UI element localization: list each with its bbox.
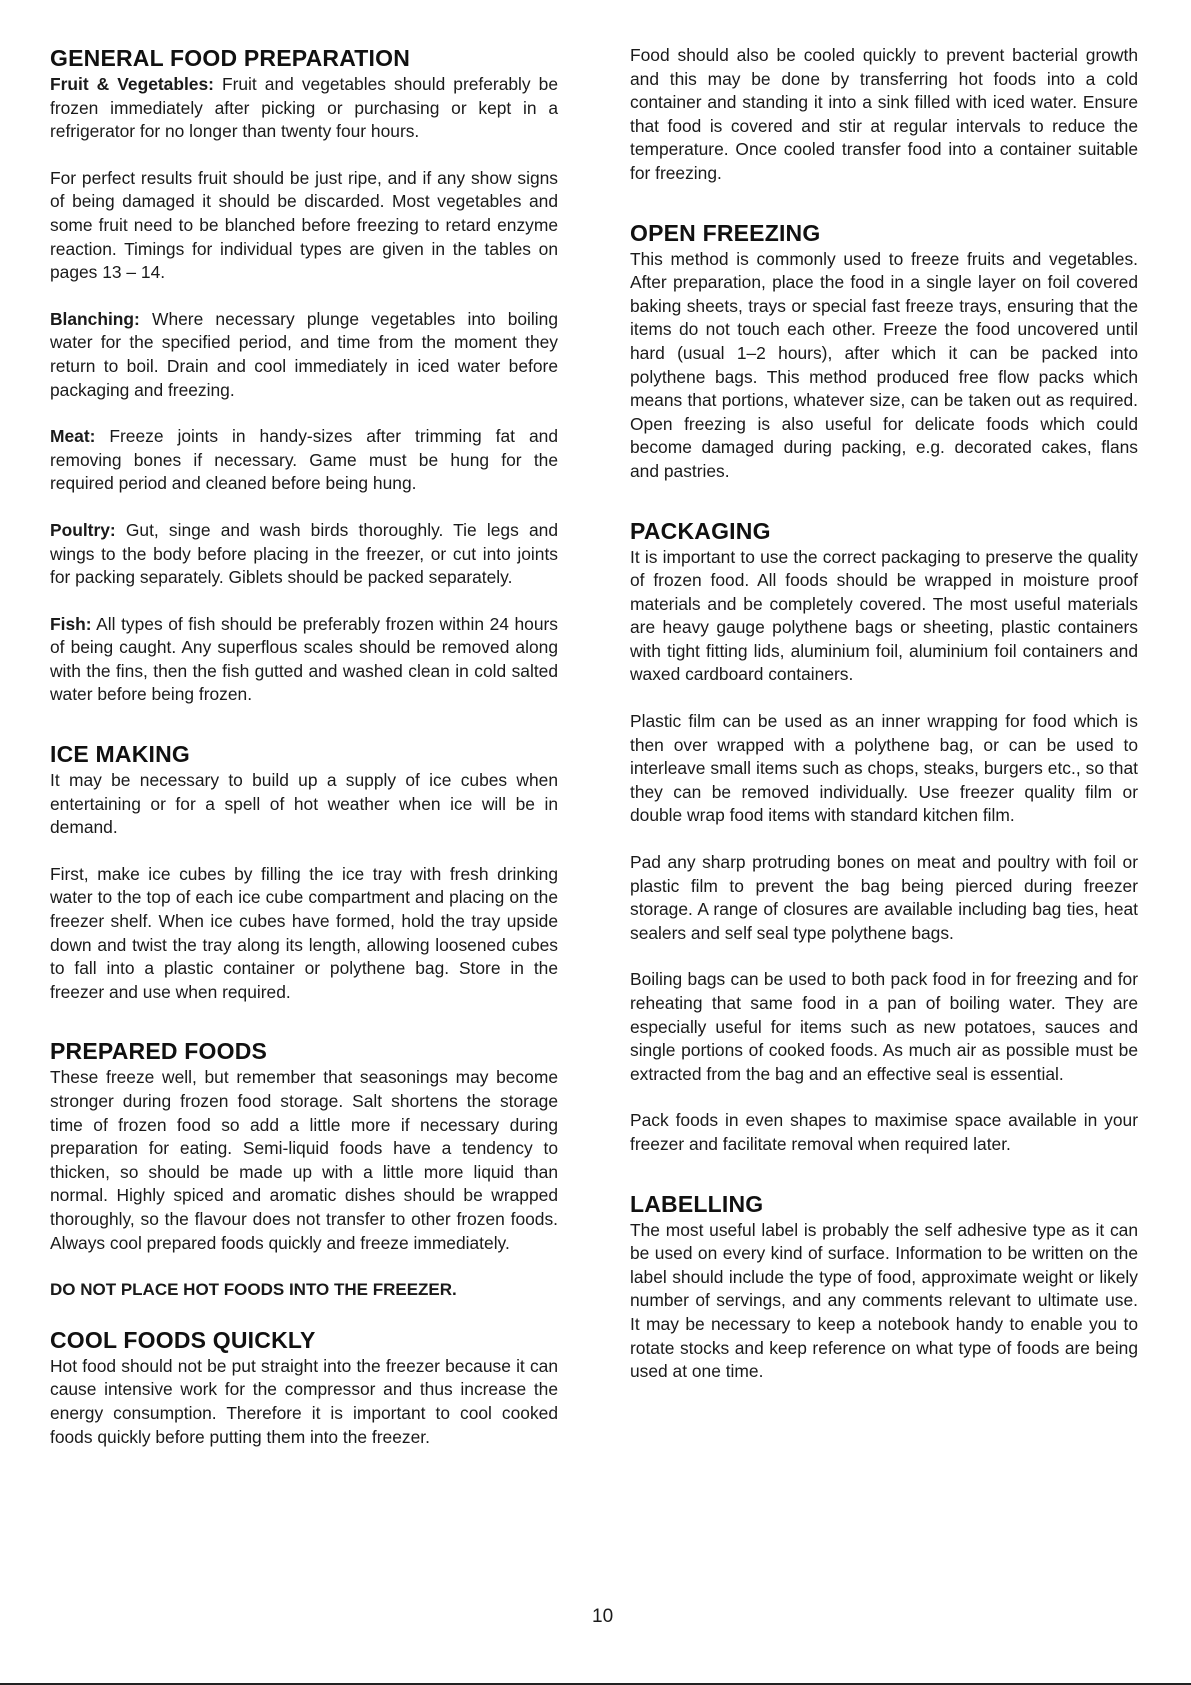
paragraph-labelling: The most useful label is probably the self adhesive type as it can be used on every kind of surface. Information to be written on the label should include the type of food, approximate weight or likely number of servings, and any comments relevant to ultimate use. It may be necessary to keep a notebook handy to enable you to rotate stocks and keep reference on what type of foods are being used at one time. [630,1219,1138,1382]
paragraph-meat [50,425,558,496]
left-column [50,44,558,1472]
text-fruit-vegetables: Fruit and vegetables should preferably be frozen immediately after picking or purchasing or kept in a refrigerator for no longer than twenty four hours. [50,74,558,142]
label-poultry: Poultry: [50,519,116,540]
heading-general-food-preparation: GENERAL FOOD PREPARATION [50,45,411,71]
paragraph-ice-2: First, make ice cubes by filling the ice tray with fresh drinking water to the top of each ice cube compartment and placing on the freezer shelf. When ice cubes have formed, hold the tray upside down and twist the tray along its length, allowing loosened cubes to fall into a plastic container or polythene bag. Store in the freezer and use when required. [50,863,558,1002]
heading-labelling: LABELLING [630,1190,764,1217]
paragraph-open-freezing: This method is commonly used to freeze fruits and vegetables. After preparation, place the food in a single layer on foil covered baking sheets, trays or special fast freeze trays, ensuring that the items do not touch each other. Freeze the food uncovered until hard (usual 1–2 hours), after which it can be packed into polythene bags. This method produced free flow packs which means that portions, whatever size, can be taken out as required. Open freezing is also useful for delicate foods which could become damaged during packing, e.g. decorated cakes, flans and pastries. [630,248,1138,481]
heading-packaging: PACKAGING [630,517,771,544]
warning-hot-foods: DO NOT PLACE HOT FOODS INTO THE FREEZER. [50,1280,457,1300]
text-fish: All types of fish should be preferably frozen within 24 hours of being caught. Any superflous scales should be removed along with the fins, then the fish gutted and washed clean in cold salted water before being frozen. [50,613,558,705]
right-column [630,44,1138,1407]
paragraph-blanching [50,308,558,402]
paragraph-cool-continued: Food should also be cooled quickly to prevent bacterial growth and this may be done by transferring hot foods into a cold container and standing it into a sink filled with iced water. Ensure that food is covered and stir at regular intervals to reduce the temperature. Once cooled transfer food into a container suitable for freezing. [630,45,1138,183]
text-poultry: Gut, singe and wash birds thoroughly. Tie legs and wings to the body before placing in the freezer, or cut into joints for packing separately. Giblets should be packed separately. [50,519,558,588]
paragraph-packaging-1: It is important to use the correct packaging to preserve the quality of frozen food. All foods should be wrapped in moisture proof materials and be completely covered. The most useful materials are heavy gauge polythene bags or sheeting, plastic containers with tight fitting lids, aluminium foil, aluminium foil containers and waxed cardboard containers. [630,546,1138,685]
paragraph-packaging-2: Plastic film can be used as an inner wrapping for food which is then over wrapped with a polythene bag, or can be used to interleave small items such as chops, steaks, burgers etc., so that they can be removed individually. Use freezer quality film or double wrap food items with standard kitchen film. [630,711,1138,826]
page-number: 10 [592,1606,614,1627]
paragraph-fish [50,613,558,707]
text-meat: Freeze joints in handy-sizes after trimming fat and removing bones if necessary. Game must be hung for the required period and cleaned before being hung. [50,426,558,494]
paragraph-fruit-vegetables [50,73,558,144]
paragraph-cool-1: Hot food should not be put straight into the freezer because it can cause intensive work for the compressor and thus increase the energy consumption. Therefore it is important to cool cooked foods quickly before putting them into the freezer. [50,1355,558,1447]
label-fish: Fish: [50,613,92,634]
heading-open-freezing: OPEN FREEZING [630,219,821,246]
paragraph-poultry [50,519,558,590]
paragraph-perfect-results: For perfect results fruit should be just ripe, and if any show signs of being damaged it should be discarded. Most vegetables and some fruit need to be blanched before freezing to retard enzyme reaction. Timings for individual types are given in the tables on pages 13 – 14. [50,167,558,283]
paragraph-packaging-4: Boiling bags can be used to both pack food in for freezing and for reheating that same food in a pan of boiling water. They are especially useful for items such as new potatoes, sauces and single portions of cooked foods. As much air as possible must be extracted from the bag and an effective seal is essential. [630,969,1138,1084]
text-blanching: Where necessary plunge vegetables into boiling water for the specified period, and time from the moment they return to boil. Drain and cool immediately in iced water before packaging and freezing. [50,308,558,400]
heading-ice-making: ICE MAKING [50,741,190,768]
paragraph-prepared-1: These freeze well, but remember that seasonings may become stronger during frozen food storage. Salt shortens the storage time of frozen food so add a little more if necessary during preparation for eating. Semi-liquid foods have a tendency to thicken, so should be made up with a little more liquid than normal. Highly spiced and aromatic dishes should be wrapped thoroughly, so the flavour does not transfer to other frozen foods. Always cool prepared foods quickly and freeze immediately. [50,1067,558,1253]
paragraph-ice-1: It may be necessary to build up a supply of ice cubes when entertaining or for a spell of hot weather when ice will be in demand. [50,770,558,838]
label-meat: Meat: [50,426,96,447]
label-blanching: Blanching: [50,308,140,329]
paragraph-packaging-3: Pad any sharp protruding bones on meat and poultry with foil or plastic film to prevent the bag being pierced during freezer storage. A range of closures are available including bag ties, heat sealers and self seal type polythene bags. [630,852,1138,943]
label-fruit-vegetables: Fruit & Vegetables: [50,74,214,94]
heading-cool-foods-quickly: COOL FOODS QUICKLY [50,1326,316,1353]
paragraph-packaging-5: Pack foods in even shapes to maximise space available in your freezer and facilitate removal when required later. [630,1110,1138,1154]
heading-prepared-foods: PREPARED FOODS [50,1038,268,1065]
